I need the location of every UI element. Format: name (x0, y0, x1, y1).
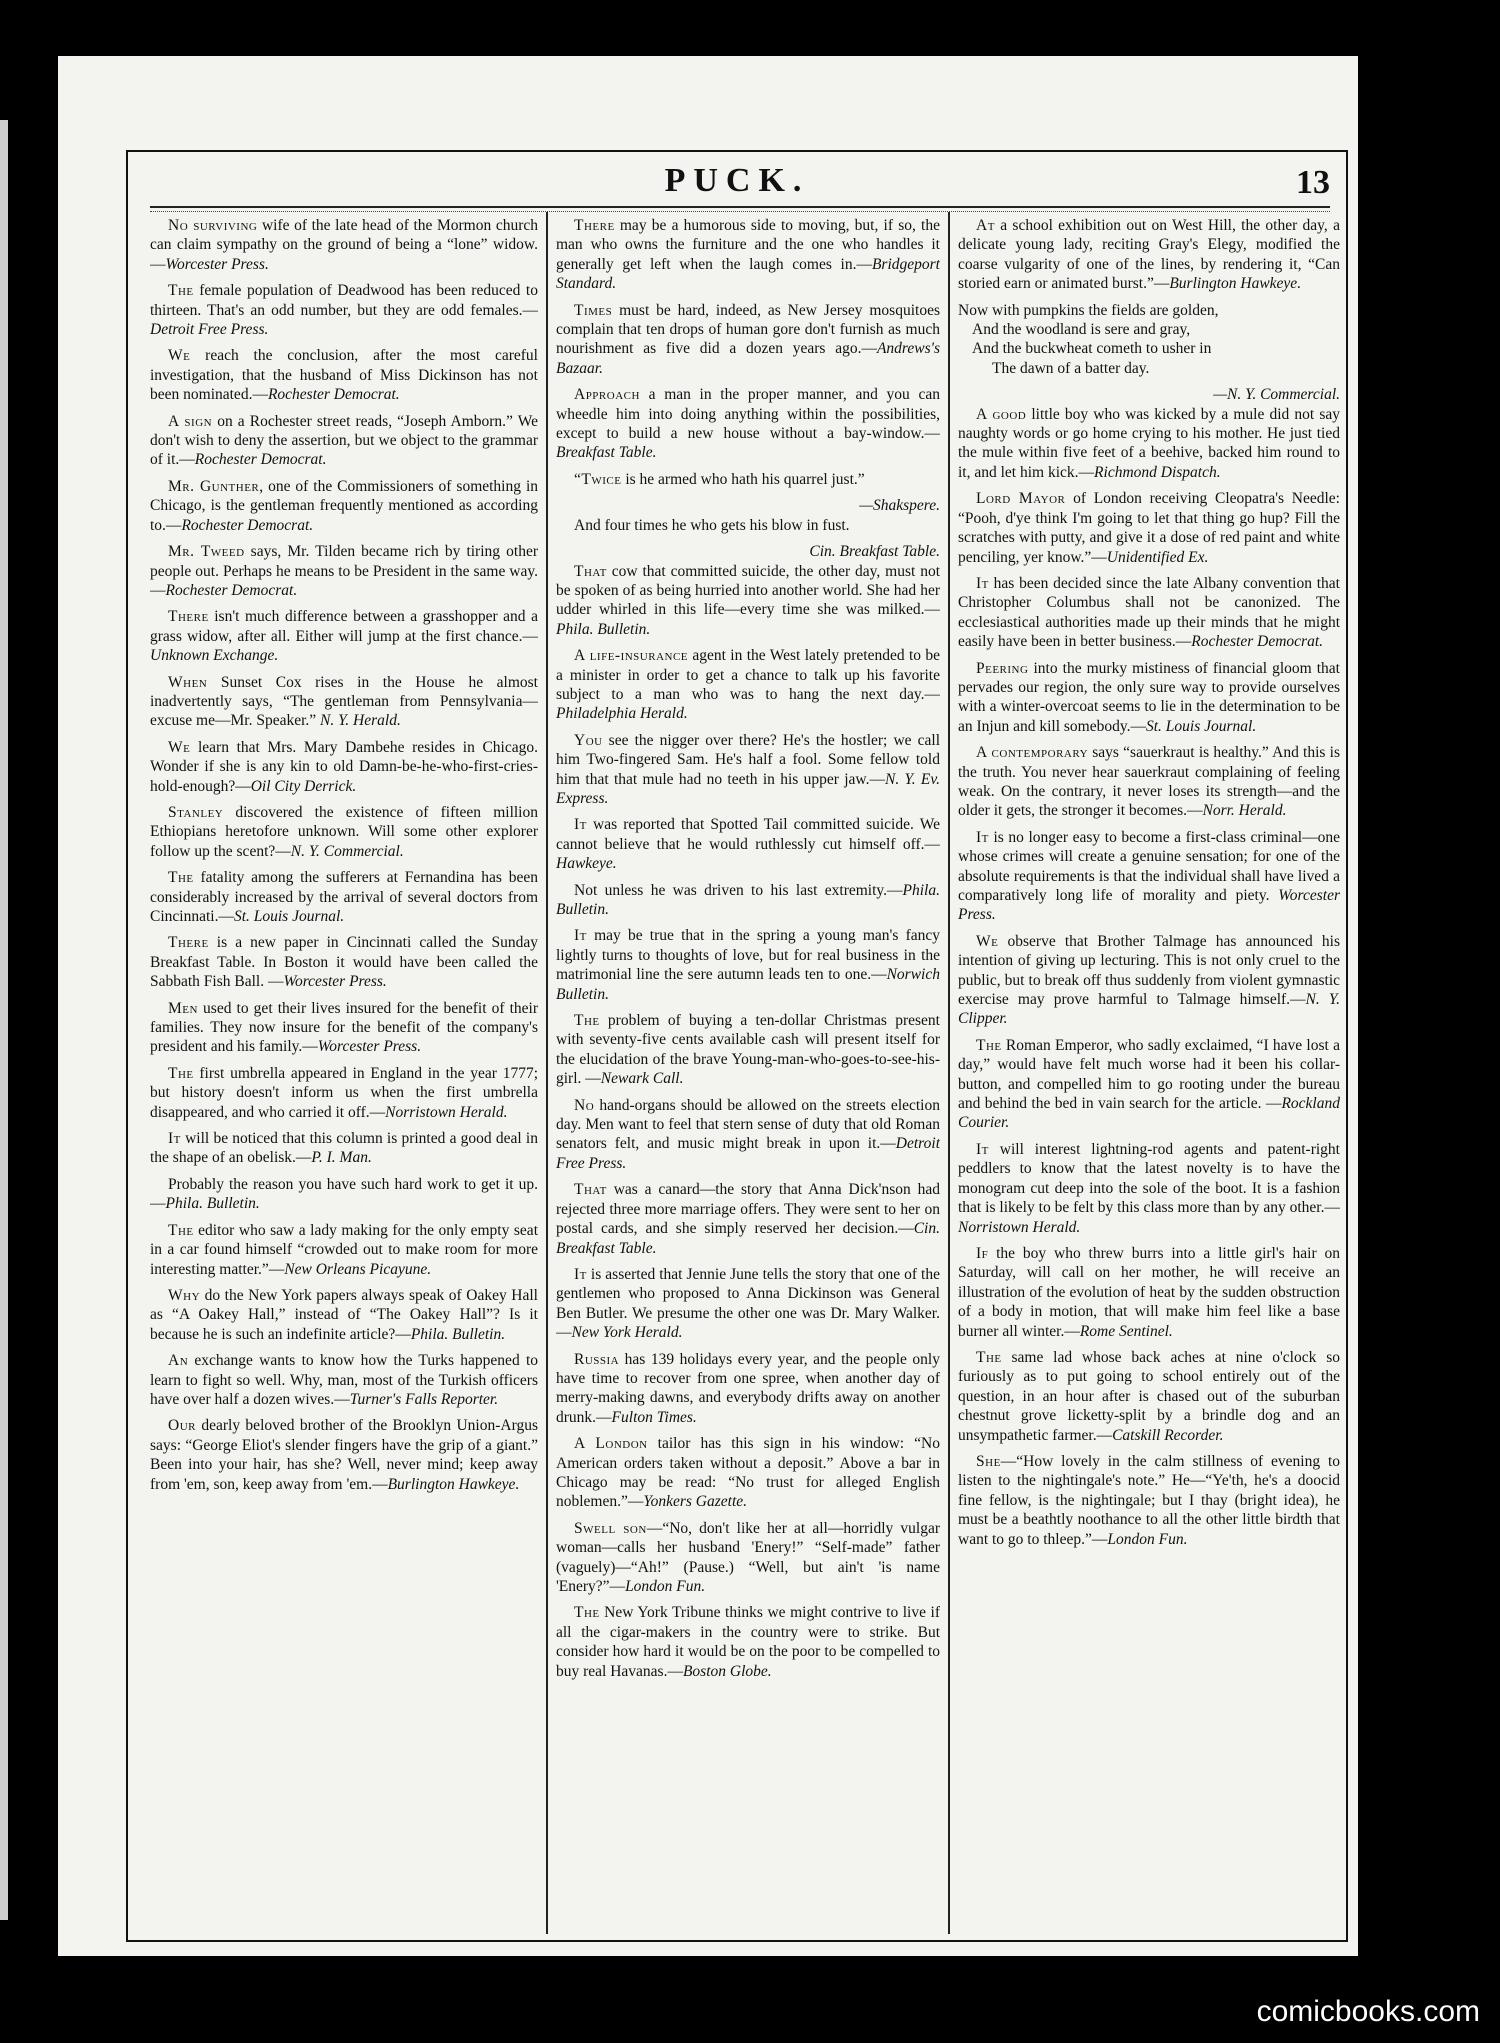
source-citation: St. Louis Journal. (1145, 717, 1257, 735)
paragraph-lead: That (574, 1181, 607, 1199)
paragraph (958, 405, 1340, 483)
paragraph-text: Not unless he was driven to his last extremity.— (574, 881, 903, 899)
paragraph-lead: The (574, 1604, 600, 1622)
paragraph (958, 659, 1340, 737)
paragraph (958, 1244, 1340, 1341)
paragraph-lead: You (574, 731, 603, 749)
paragraph-text: dearly beloved brother of the Brooklyn Union-Argus says: “George Eliot's slender fingers have the grip of a giant.” Been into your hair, has she? Well, never mind; keep away from 'em, son, keep away from 'em.— (150, 1417, 538, 1493)
paragraph-lead: No (574, 1096, 595, 1114)
paragraph (556, 1434, 940, 1512)
source-citation: Breakfast Table. (556, 444, 657, 462)
verse-line: The dawn of a batter day. (992, 359, 1150, 377)
paragraph-text: is a new paper in Cincinnati called the Sunday Breakfast Table. In Boston it would have been called the Sabbath Fish Ball. — (150, 934, 538, 991)
paragraph (150, 999, 538, 1057)
paragraph-lead: The (168, 1064, 194, 1082)
paragraph-text: into the murky mistiness of financial gloom that pervades our region, the only sure way to provide ourselves with a winter-overcoat seems to lie in the determination to be an Injun and kill somebody.— (958, 659, 1340, 735)
source-citation: Boston Globe. (682, 1662, 772, 1680)
paragraph-lead: Our (168, 1417, 196, 1435)
source-citation: Yonkers Gazette. (643, 1493, 748, 1511)
paragraph-text: Probably the reason you have such hard work to get it up.— (150, 1175, 538, 1213)
paragraph-lead: She (976, 1452, 1001, 1470)
column-2 (556, 216, 940, 1922)
source-citation: Detroit Free Press. (556, 1135, 940, 1172)
source-citation: Norristown Herald. (385, 1103, 508, 1121)
paragraph (150, 738, 538, 796)
paragraph-lead: We (168, 347, 191, 365)
paragraph-text: same lad whose back aches at nine o'clock so furiously as to put going to school entirely out of the question, in an hour after is chased out of the suburban chestnut grove licketty-split by a brindle dog and an unsympathetic farmer.— (958, 1348, 1340, 1444)
paragraph (958, 489, 1340, 567)
source-citation: London Fun. (625, 1578, 706, 1595)
paragraph (556, 385, 940, 463)
column-1 (150, 216, 538, 1922)
source-citation: Unidentified Ex. (1106, 548, 1209, 566)
source-citation: New Orleans Picayune. (284, 1260, 432, 1278)
source-citation: Turner's Falls Reporter. (349, 1390, 499, 1408)
paragraph-text: agent in the West lately pretended to be a minister in order to get a chance to talk up his favorite subject to a man who was to hang the next day.— (556, 647, 940, 703)
paragraph-text: female population of Deadwood has been reduced to thirteen. That's an odd number, but they are odd females.— (150, 282, 538, 319)
paragraph-lead: Stanley (168, 803, 224, 821)
paragraph-text: is asserted that Jennie June tells the story that one of the gentlemen who proposed to Anna Dickinson was General Ben Butler. We presume the other one was Dr. Mary Walker. — (556, 1265, 940, 1342)
attribution: —Shakspere. (859, 497, 940, 515)
source-citation: Rome Sentinel. (1079, 1322, 1173, 1340)
paragraph (556, 881, 940, 920)
verse-line: Now with pumpkins the fields are golden, (958, 301, 1219, 319)
paragraph (556, 1265, 940, 1343)
header-rule (150, 206, 1330, 212)
source-citation: New York Herald. (571, 1324, 683, 1342)
paragraph-lead: At (976, 217, 995, 234)
paragraph-text: wife of the late head of the Mormon church can claim sympathy on the ground of being a “lone” widow.— (150, 217, 538, 273)
paragraph (150, 346, 538, 404)
paragraph-text: —“No, don't like her at all—horridly vulgar woman—calls her husband 'Enery!” “Self-made” father (vaguely)—“Ah!” (Pause.) “Well, but ain't 'is name 'Enery?”— (556, 1519, 940, 1595)
paragraph-text: exchange wants to know how the Turks happened to learn to fight so well. Why, man, most of the Turkish officers have over half a dozen wives.— (150, 1352, 538, 1408)
paragraph-lead: Men (168, 999, 198, 1017)
paragraph-text: is no longer easy to become a first-class criminal—one whose crimes will create a genuine sensation; for one of the absolute requirements is that the individual shall have lived a comparatively long life of morality and piety. (958, 828, 1340, 904)
paragraph (556, 1519, 940, 1597)
paragraph-lead: A life-insurance (574, 647, 689, 665)
paragraph-text: says, Mr. Tilden became rich by tiring other people out. Perhaps he means to be President in the same way.— (150, 543, 538, 599)
paragraph (150, 412, 538, 470)
paragraph-text: of London receiving Cleopatra's Needle: “Pooh, d'ye think I'm going to let that thing go hup? Fill the scratches with putty, and give it a dose of red paint and white penciling, yer know.”— (958, 490, 1340, 566)
page-number: 13 (1296, 164, 1330, 201)
paragraph (150, 477, 538, 535)
paragraph-text: has been decided since the late Albany convention that Christopher Columbus shall not be canonized. The ecclesiastical authorities made up their minds that he might easily have been in better business.— (958, 574, 1340, 651)
source-citation: Worcester Press. (317, 1038, 422, 1056)
paragraph-lead: When (168, 673, 208, 691)
source-citation: N. Y. Ev. Express. (556, 770, 940, 807)
column-3 (958, 216, 1340, 1922)
paragraph-lead: We (976, 932, 999, 950)
paragraph-lead: The (168, 282, 194, 300)
paragraph (150, 1175, 538, 1214)
paragraph-lead: A good (976, 405, 1027, 423)
paragraph-lead: Approach (574, 386, 640, 404)
paragraph (150, 281, 538, 339)
source-citation: Philadelphia Herald. (556, 705, 688, 723)
source-citation: Rochester Democrat. (194, 451, 327, 469)
paragraph-text: discovered the existence of fifteen million Ethiopians heretofore unknown. Will some other explorer follow up the scent?— (150, 803, 538, 860)
paragraph (150, 216, 538, 274)
paragraph (958, 1140, 1340, 1237)
paragraph (958, 932, 1340, 1029)
paragraph (556, 1096, 940, 1174)
source-citation: Rochester Democrat. (165, 581, 298, 599)
paragraph-lead: A sign (168, 412, 213, 430)
paragraph (150, 607, 538, 665)
paragraph-lead: That (574, 562, 607, 580)
paragraph (556, 926, 940, 1004)
paragraph-lead: The (976, 1348, 1002, 1366)
paragraph-text: used to get their lives insured for the benefit of their families. They now insure for the benefit of the company's president and his family.— (150, 999, 538, 1056)
source-citation: Worcester Press. (165, 255, 269, 273)
paragraph-lead: Peering (976, 659, 1029, 677)
source-citation: Rockland Courier. (958, 1095, 1340, 1132)
source-citation: Newark Call. (600, 1070, 684, 1088)
verse-line: And the woodland is sere and gray, (972, 321, 1191, 339)
paragraph (150, 1286, 538, 1344)
paragraph (958, 1452, 1340, 1549)
source-citation: Fulton Times. (611, 1408, 697, 1426)
paragraph-text: on a Rochester street reads, “Joseph Amborn.” We don't wish to deny the assertion, but we object to the grammar of it.— (150, 412, 538, 469)
paragraph (556, 470, 940, 489)
paragraph-text: editor who saw a lady making for the only empty seat in a car found himself “crowded out to make room for more interesting matter.”— (150, 1221, 538, 1278)
attribution: —N. Y. Commercial. (1213, 386, 1340, 404)
paragraph (556, 815, 940, 873)
paragraph-lead: It (168, 1130, 181, 1148)
paragraph-text: problem of buying a ten-dollar Christmas present with seventy-five cents available cash will present itself for the elucidation of the brave Young-man-who-goes-to-see-his-girl. — (556, 1012, 940, 1088)
source-citation: Worcester Press. (283, 973, 387, 991)
paragraph-text: first umbrella appeared in England in the year 1777; but history doesn't inform us when the first umbrella disappeared, and who carried it off.— (150, 1064, 538, 1121)
paragraph (556, 1180, 940, 1258)
paragraph-text: is he armed who hath his quarrel just.” (621, 470, 865, 488)
paragraph-lead: A London (574, 1435, 648, 1453)
source-citation: London Fun. (1107, 1530, 1188, 1548)
source-citation: Unknown Exchange. (150, 647, 279, 665)
source-citation: Bridgeport Standard. (556, 255, 940, 293)
column-divider-2 (948, 212, 950, 1934)
paragraph (150, 1416, 538, 1494)
paragraph (556, 216, 940, 294)
paragraph-lead: Mr. Tweed (168, 543, 245, 561)
paragraph-text: —“How lovely in the calm stillness of evening to listen to the nightingale's note.” He—“Ye'th, he's a doocid fine fellow, is the nightingale; but I thay (bright idea), he must be a beathtly noothance to all the other little birdth that want to go to thleep.”— (958, 1452, 1340, 1548)
paragraph-text: observe that Brother Talmage has announced his intention of giving up lecturing. This is not only cruel to the public, but to break off thus suddenly from violent gymnastic exercise may prove harmful to Talmage himself.— (958, 932, 1340, 1009)
paragraph-text: tailor has this sign in his window: “No American orders taken without a deposit.” Above a bar in Chicago may be read: “No trust for alleged English noblemen.”— (556, 1435, 940, 1511)
attribution: Cin. Breakfast Table. (809, 543, 940, 561)
paragraph-text: may be a humorous side to moving, but, if so, the man who owns the furniture and the one who handles it generally get left when the laugh comes in.— (556, 217, 940, 273)
paragraph (556, 731, 940, 809)
paragraph-lead: The (168, 1221, 194, 1239)
source-citation: Oil City Derrick. (250, 777, 357, 795)
verse (958, 301, 1340, 379)
paragraph-text: Sunset Cox rises in the House he almost inadvertently says, “The gentleman from Pennsylvania—excuse me—Mr. Speaker.” (150, 673, 538, 730)
source-citation: P. I. Man. (311, 1149, 372, 1167)
page-header (128, 152, 1346, 208)
paragraph (556, 562, 940, 640)
paragraph-text: will be noticed that this column is printed a good deal in the shape of an obelisk.— (150, 1130, 538, 1167)
paragraph-lead: If (976, 1244, 989, 1262)
paragraph-lead: Lord Mayor (976, 490, 1066, 508)
paragraph-lead: It (574, 927, 587, 945)
source-citation: Catskill Recorder. (1112, 1426, 1224, 1444)
source-citation: Phila. Bulletin. (556, 881, 940, 918)
paragraph (556, 1603, 940, 1681)
paragraph-lead: “Twice (574, 470, 622, 488)
paragraph-lead: The (168, 869, 194, 887)
paragraph-text: , one of the Commissioners of something in Chicago, is the gentleman frequently mentioned as according to.— (150, 477, 538, 534)
paragraph-text: do the New York papers always speak of Oakey Hall as “A Oakey Hall,” instead of “The Oakey Hall”? Is it because he is such an indefinite article?— (150, 1286, 538, 1343)
paragraph (556, 1350, 940, 1428)
paragraph-text: a school exhibition out on West Hill, the other day, a delicate young lady, reciting Gray's Elegy, modified the coarse vulgarity of one of the lines, by rendering it, “Can storied earn or animated burst.”— (958, 217, 1340, 293)
source-citation: Phila. Bulletin. (410, 1325, 506, 1343)
paragraph (958, 1036, 1340, 1133)
paragraph (150, 1221, 538, 1279)
paragraph-text: fatality among the sufferers at Fernandina has been considerably increased by the arrival of several doctors from Cincinnati.— (150, 869, 538, 925)
paragraph-lead: No surviving (168, 217, 258, 234)
source-citation: Richmond Dispatch. (1094, 463, 1221, 481)
paragraph-lead: An (168, 1352, 189, 1370)
source-citation: N. Y. Herald. (320, 712, 401, 730)
source-citation: Detroit Free Press. (150, 321, 269, 339)
source-citation: Phila. Bulletin. (556, 620, 651, 638)
paragraph-lead: It (976, 574, 989, 592)
paragraph-text: a man in the proper manner, and you can wheedle him into doing anything within the possibilities, except to build a new house without a bay-window.— (556, 386, 940, 443)
paragraph (150, 673, 538, 731)
source-citation: N. Y. Clipper. (958, 991, 1340, 1028)
paragraph-lead: Mr. Gunther (168, 477, 260, 495)
paragraph-text: little boy who was kicked by a mule did not say naughty words or go home crying to his mother. He just tied the mule within five feet of a beehive, backed him round to it, and let him kick.— (958, 405, 1340, 481)
paragraph (150, 1064, 538, 1122)
paragraph-lead: Times (574, 301, 613, 319)
source-citation: Burlington Hawkeye. (387, 1475, 520, 1493)
paragraph-lead: There (168, 934, 209, 952)
paragraph-text: isn't much difference between a grasshopper and a grass widow, after all. Either will jump at the first chance.— (150, 608, 538, 645)
paragraph (958, 828, 1340, 925)
paragraph-lead: There (168, 608, 209, 626)
source-citation: St. Louis Journal. (233, 908, 345, 925)
paragraph-text: Roman Emperor, who sadly exclaimed, “I have lost a day,” would have felt much worse had it been his collar-button, and compelled him to go rooting under the bureau and behind the bed in vain search for the article. — (958, 1036, 1340, 1113)
paragraph-text: And four times he who gets his blow in fust. (574, 516, 850, 534)
source-citation: Norr. Herald. (1202, 802, 1287, 820)
paragraph (556, 301, 940, 379)
paragraph-lead: The (574, 1012, 600, 1030)
paragraph (150, 803, 538, 861)
site-watermark: comicbooks.com (1256, 1995, 1480, 2028)
adjacent-page-edge (0, 120, 8, 1920)
paragraph-lead: It (976, 1140, 989, 1158)
paragraph-lead: There (574, 217, 615, 234)
paragraph-lead: The (976, 1036, 1002, 1054)
paragraph (150, 868, 538, 926)
paragraph (958, 216, 1340, 294)
paragraph (150, 933, 538, 991)
paragraph-text: the boy who threw burrs into a little girl's hair on Saturday, will call on her mother, he will receive an illustration of the evolution of heat by the sudden obstruction of a body in motion, that will make him feel like a base burner all winter.— (958, 1244, 1340, 1340)
paragraph (150, 1351, 538, 1409)
source-citation: Hawkeye. (556, 855, 617, 873)
paragraph-text: see the nigger over there? He's the hostler; we call him Two-fingered Sam. He's half a fool. Some fellow told him that that mule had no teeth in his upper jaw.— (556, 731, 940, 788)
paragraph-text: must be hard, indeed, as New Jersey mosquitoes complain that ten drops of human gore don't furnish as much nourishment as five did a dozen years ago.— (556, 301, 940, 358)
paragraph (958, 743, 1340, 821)
source-citation: Phila. Bulletin. (165, 1195, 260, 1213)
paragraph (150, 542, 538, 600)
source-citation: Norristown Herald. (958, 1218, 1081, 1236)
source-citation: Worcester Press. (958, 887, 1340, 924)
source-citation: Rochester Democrat. (1191, 633, 1324, 651)
source-citation: Rochester Democrat. (267, 386, 400, 404)
source-citation: Andrews's Bazaar. (556, 340, 940, 377)
paragraph (556, 516, 940, 535)
source-citation: Rochester Democrat. (181, 516, 314, 534)
paragraph-lead: It (976, 828, 989, 846)
source-citation: Norwich Bulletin. (556, 966, 940, 1003)
paragraph-lead: We (168, 738, 191, 756)
paragraph-lead: It (574, 816, 587, 834)
verse-line: And the buckwheat cometh to usher in (972, 340, 1212, 358)
paragraph-lead: Swell son (574, 1519, 647, 1537)
paragraph-text: learn that Mrs. Mary Dambehe resides in Chicago. Wonder if she is any kin to old Damn-be-he-who-first-cries-hold-enough?— (150, 738, 538, 795)
paragraph-text: hand-organs should be allowed on the streets election day. Men want to feel that stern sense of duty that old Roman senators felt, and music might break in upon it.— (556, 1096, 940, 1153)
paragraph (958, 1348, 1340, 1445)
paragraph (958, 574, 1340, 652)
paragraph-text: will interest lightning-rod agents and patent-right peddlers to know that the latest novelty is to have the monogram cut deep into the sole of the boot. It is a fashion that is likely to be felt by this class more than by any other.— (958, 1140, 1340, 1217)
paragraph-text: reach the conclusion, after the most careful investigation, that the husband of Miss Dickinson has not been nominated.— (150, 347, 538, 404)
source-citation: Burlington Hawkeye. (1169, 275, 1302, 293)
paragraph-text: says “sauerkraut is healthy.” And this is the truth. You never hear sauerkraut complaining of feeling weak. On the contrary, it never loses its strength—and the older it gets, the stronger it becomes.— (958, 744, 1340, 820)
paragraph-text: was a canard—the story that Anna Dick'nson had rejected three more marriage offers. They were sent to her on postal cards, and she simply reserved her decision.— (556, 1181, 940, 1238)
paragraph-text: may be true that in the spring a young man's fancy lightly turns to thoughts of love, but for real business in the matrimonial line the sere autumn leads ten to one.— (556, 927, 940, 984)
paragraph-lead: A contemporary (976, 744, 1089, 762)
paragraph-lead: Why (168, 1286, 201, 1304)
paragraph-text: was reported that Spotted Tail committed suicide. We cannot believe that he would ruthlessly cut himself off.— (556, 816, 940, 853)
paragraph-text: New York Tribune thinks we might contrive to live if all the cigar-makers in the country were to strike. But consider how hard it would be on the poor to be compelled to buy real Havanas.— (556, 1604, 940, 1680)
paragraph-text: has 139 holidays every year, and the people only have time to recover from one spree, when another day of merry-making dawns, and everybody drifts away on another drunk.— (556, 1350, 940, 1426)
source-citation: Cin. Breakfast Table. (556, 1220, 940, 1257)
paragraph-text: cow that committed suicide, the other day, must not be spoken of as being hurried into another world. She had her udder whirled in this life—every time she was milked.— (556, 562, 940, 619)
paragraph (556, 1011, 940, 1089)
source-citation: N. Y. Commercial. (290, 842, 404, 860)
column-divider-1 (546, 212, 548, 1934)
paragraph-lead: Russia (574, 1350, 620, 1368)
masthead-title: PUCK. (664, 162, 810, 199)
paragraph (556, 646, 940, 724)
paragraph-lead: It (574, 1265, 587, 1283)
paragraph (150, 1129, 538, 1168)
